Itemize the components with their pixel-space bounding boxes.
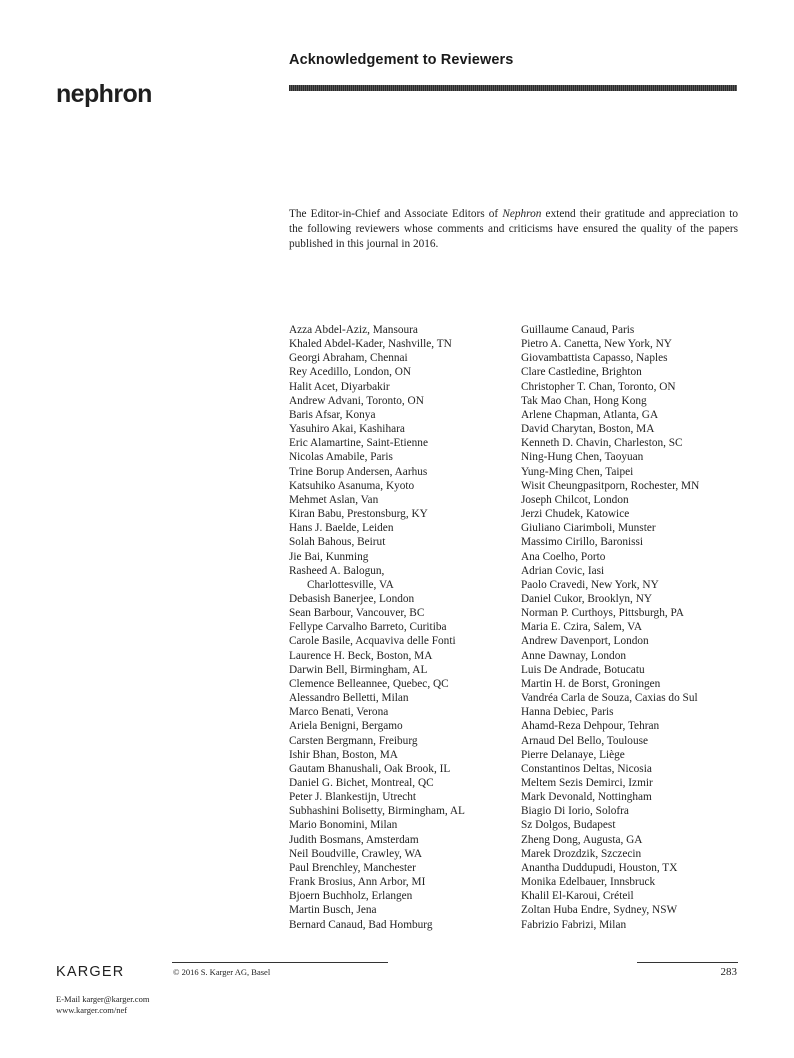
reviewer-entry: Giuliano Ciarimboli, Munster [521,522,656,535]
reviewer-entry: Anantha Duddupudi, Houston, TX [521,861,678,874]
publisher-contact [56,994,149,1016]
reviewer-entry: Pietro A. Canetta, New York, NY [521,338,672,351]
footer-rule-right [637,962,738,963]
reviewer-entry: Andrew Davenport, London [521,635,649,648]
reviewer-entry: Adrian Covic, Iasi [521,564,605,577]
reviewer-entry: Clemence Belleannee, Quebec, QC [289,677,449,690]
reviewer-entry: Vandréa Carla de Souza, Caxias do Sul [521,692,698,705]
reviewer-entry: Mario Bonomini, Milan [289,819,398,832]
reviewer-list-right [521,323,746,932]
reviewer-entry: Rasheed A. Balogun, [289,564,385,577]
reviewer-entry: Subhashini Bolisetty, Birmingham, AL [289,805,465,818]
reviewer-entry: Darwin Bell, Birmingham, AL [289,663,428,676]
reviewer-entry: Hanna Debiec, Paris [521,706,614,719]
reviewer-entry: Nicolas Amabile, Paris [289,451,393,464]
reviewer-entry: Giovambattista Capasso, Naples [521,352,668,365]
reviewer-entry: Solah Bahous, Beirut [289,536,386,549]
journal-logo: nephron [56,80,152,108]
reviewer-entry: Frank Brosius, Ann Arbor, MI [289,876,426,889]
reviewer-entry: Alessandro Belletti, Milan [289,692,409,705]
reviewer-entry: Tak Mao Chan, Hong Kong [521,394,647,407]
reviewer-entry: Pierre Delanaye, Liège [521,748,625,761]
reviewer-entry: Sean Barbour, Vancouver, BC [289,607,425,620]
copyright-notice: © 2016 S. Karger AG, Basel [173,967,271,977]
reviewer-entry: Katsuhiko Asanuma, Kyoto [289,479,415,492]
reviewer-entry: Guillaume Canaud, Paris [521,324,635,336]
publisher-email[interactable]: E-Mail karger@karger.com [56,994,150,1004]
reviewer-entry: Fellype Carvalho Barreto, Curitiba [289,621,447,634]
reviewer-entry: Meltem Sezis Demirci, Izmir [521,777,653,789]
reviewer-entry: Yung-Ming Chen, Taipei [521,465,634,478]
reviewer-entry: Mehmet Aslan, Van [289,493,379,506]
reviewer-entry: Ana Coelho, Porto [521,550,606,563]
reviewer-entry: Yasuhiro Akai, Kashihara [289,423,405,436]
section-title: Acknowledgement to Reviewers [289,52,514,68]
reviewer-entry: Carsten Bergmann, Freiburg [289,734,418,747]
reviewer-entry: Martin Busch, Jena [289,904,377,917]
reviewer-entry: Halit Acet, Diyarbakir [289,380,390,393]
reviewer-entry: Rey Acedillo, London, ON [289,366,412,379]
reviewer-entry: Arnaud Del Bello, Toulouse [521,734,649,747]
reviewer-entry: Bernard Canaud, Bad Homburg [289,918,433,931]
reviewer-entry: Ahamd-Reza Dehpour, Tehran [521,720,660,733]
reviewer-entry: Daniel Cukor, Brooklyn, NY [521,592,653,605]
reviewer-entry: Georgi Abraham, Chennai [289,352,408,365]
reviewer-entry: Wisit Cheungpasitporn, Rochester, MN [521,479,700,492]
reviewer-entry: Azza Abdel-Aziz, Mansoura [289,324,418,336]
reviewer-entry: Marco Benati, Verona [289,706,389,719]
reviewer-entry: Gautam Bhanushali, Oak Brook, IL [289,762,451,775]
publisher-logo: KARGER [56,964,125,980]
reviewer-entry: Martin H. de Borst, Groningen [521,677,661,690]
reviewer-entry: Massimo Cirillo, Baronissi [521,536,644,549]
reviewer-entry: Sz Dolgos, Budapest [521,819,616,832]
reviewer-entry: Maria E. Czira, Salem, VA [521,621,642,634]
reviewer-entry: Norman P. Curthoys, Pittsburgh, PA [521,607,684,620]
intro-paragraph [289,207,738,252]
reviewer-entry: Ariela Benigni, Bergamo [289,720,403,733]
reviewer-entry: Zheng Dong, Augusta, GA [521,833,643,846]
reviewer-entry: Baris Afsar, Konya [289,408,376,421]
reviewer-entry: Monika Edelbauer, Innsbruck [521,876,656,889]
page-number: 283 [720,966,737,978]
reviewer-entry: Carole Basile, Acquaviva delle Fonti [289,635,456,648]
intro-after: extend their gratitude and appreciation to the following reviewers whose comments and criticisms have ensured the quality of the papers published in this journal in 2016. [289,208,739,251]
reviewer-entry-continuation: Charlottesville, VA [307,578,394,591]
intro-before: The Editor-in-Chief and Associate Editors of [289,208,503,221]
reviewer-entry: Christopher T. Chan, Toronto, ON [521,380,676,393]
footer-rule-left [172,962,388,963]
reviewer-entry: Zoltan Huba Endre, Sydney, NSW [521,904,678,917]
reviewer-entry: Eric Alamartine, Saint-Etienne [289,437,428,450]
reviewer-entry: Neil Boudville, Crawley, WA [289,847,423,860]
reviewer-entry: Constantinos Deltas, Nicosia [521,762,652,775]
reviewer-entry: Hans J. Baelde, Leiden [289,522,394,535]
reviewer-entry: Ning-Hung Chen, Taoyuan [521,451,644,464]
reviewer-entry: Daniel G. Bichet, Montreal, QC [289,777,434,789]
intro-journal-name: Nephron [502,208,542,221]
reviewer-entry: Mark Devonald, Nottingham [521,791,652,804]
reviewer-entry: Jerzi Chudek, Katowice [521,508,630,521]
reviewer-entry: Judith Bosmans, Amsterdam [289,833,419,846]
reviewer-entry: Peter J. Blankestijn, Utrecht [289,791,417,804]
reviewer-entry: Debasish Banerjee, London [289,592,415,605]
reviewer-entry: Andrew Advani, Toronto, ON [289,394,424,407]
reviewer-entry: Paolo Cravedi, New York, NY [521,578,659,591]
title-rule [289,85,737,91]
reviewer-entry: Khalil El-Karoui, Créteil [521,890,634,903]
reviewer-entry: Biagio Di Iorio, Solofra [521,805,629,818]
reviewer-entry: Paul Brenchley, Manchester [289,861,416,874]
reviewer-entry: Trine Borup Andersen, Aarhus [289,465,428,478]
reviewer-entry: Khaled Abdel-Kader, Nashville, TN [289,338,452,351]
reviewer-list-left [289,323,514,932]
reviewer-entry: Joseph Chilcot, London [521,493,629,506]
reviewer-entry: Fabrizio Fabrizi, Milan [521,918,627,931]
reviewer-entry: Luis De Andrade, Botucatu [521,663,645,676]
reviewer-entry: Kiran Babu, Prestonsburg, KY [289,508,428,521]
publisher-website[interactable]: www.karger.com/nef [56,1005,128,1015]
reviewer-entry: Anne Dawnay, London [521,649,626,662]
reviewer-entry: Clare Castledine, Brighton [521,366,642,379]
reviewer-entry: Bjoern Buchholz, Erlangen [289,890,413,903]
reviewer-entry: Laurence H. Beck, Boston, MA [289,649,433,662]
reviewer-entry: Kenneth D. Chavin, Charleston, SC [521,437,683,450]
reviewer-entry: David Charytan, Boston, MA [521,423,655,436]
reviewer-entry: Arlene Chapman, Atlanta, GA [521,408,659,421]
reviewer-entry: Marek Drozdzik, Szczecin [521,847,642,860]
reviewer-entry: Jie Bai, Kunming [289,550,369,563]
reviewer-entry: Ishir Bhan, Boston, MA [289,748,398,761]
